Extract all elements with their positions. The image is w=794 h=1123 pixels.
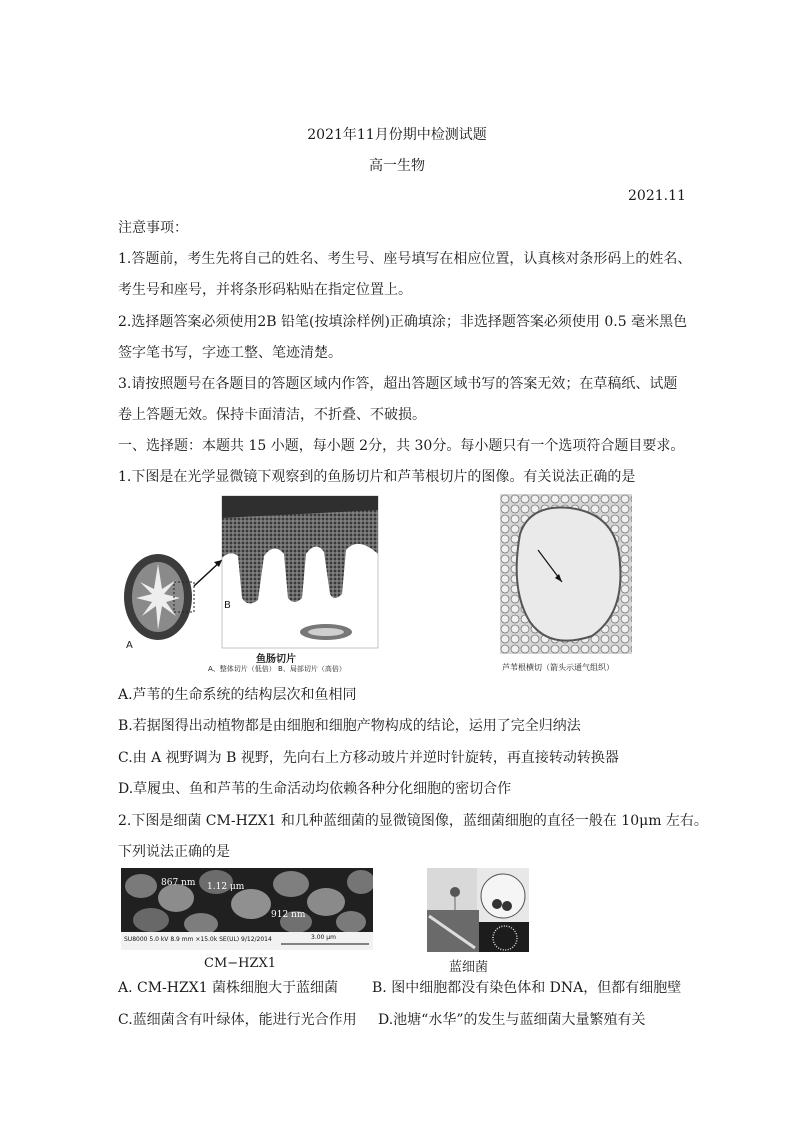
cyanobacteria-image: [427, 868, 529, 952]
q1-option-d: D.草履虫、鱼和芦苇的生命活动均依赖各种分化细胞的密切合作: [118, 781, 512, 797]
section-heading: 一、选择题：本题共 15 小题，每小题 2分，共 30分。每小题只有一个选项符合题目要求。: [118, 438, 685, 454]
notice-item-2: 2.选择题答案必须使用2B 铅笔(按填涂样例)正确填涂；非选择题答案必须使用 0.5 毫米黑色: [118, 314, 688, 330]
exam-date: 2021.11: [628, 188, 686, 204]
fish-figure-label-a: A: [126, 640, 133, 651]
q1-option-c: C.由 A 视野调为 B 视野，先向右上方移动玻片并逆时针旋转，再直接转动转换器: [118, 750, 619, 766]
cyanobacteria-caption: 蓝细菌: [449, 960, 489, 975]
notice-item-2-cont: 签字笔书写，字迹工整、笔迹清楚。: [118, 345, 342, 361]
reed-root-caption: 芦苇根横切（箭头示通气组织）: [502, 663, 614, 672]
exam-title: 2021年11月份期中检测试题: [307, 127, 487, 143]
cyanobacteria-illustration: [427, 868, 529, 952]
reed-root-illustration: [500, 494, 632, 654]
q1-stem: 1.下图是在光学显微镜下观察到的鱼肠切片和芦苇根切片的图像。有关说法正确的是: [118, 469, 636, 485]
sem-measure-1: 867 nm: [161, 878, 196, 888]
q2-option-b: B. 图中细胞都没有染色体和 DNA，但都有细胞壁: [372, 980, 682, 996]
fish-figure-label-b: B: [224, 600, 231, 611]
q2-option-a: A. CM-HZX1 菌株细胞大于蓝细菌: [118, 980, 339, 996]
fish-figure-title: 鱼肠切片: [256, 654, 296, 665]
sem-info: SU8000 5.0 kV 8.9 mm ×15.0k SE(UL) 9/12/2014: [124, 936, 272, 943]
sem-measure-2: 1.12 μm: [207, 882, 245, 892]
notice-item-1-cont: 考生号和座号，并将条形码粘贴在指定位置上。: [118, 282, 412, 298]
sem-scale: 3.00 μm: [311, 934, 336, 941]
q2-stem: 2.下图是细菌 CM-HZX1 和几种蓝细菌的显微镜图像，蓝细菌细胞的直径一般在 10μm 左右。: [118, 813, 708, 829]
fish-intestine-figure: [118, 494, 380, 678]
q1-option-a: A.芦苇的生命系统的结构层次和鱼相同: [118, 687, 357, 703]
q2-stem-cont: 下列说法正确的是: [118, 844, 230, 860]
notice-item-1: 1.答题前，考生先将自己的姓名、考生号、座号填写在相应位置，认真核对条形码上的姓名、: [118, 251, 692, 267]
sem-measure-3: 912 nm: [271, 910, 306, 920]
q2-option-c: C.蓝细菌含有叶绿体，能进行光合作用: [118, 1012, 357, 1028]
notice-heading: 注意事项：: [118, 220, 188, 236]
fish-intestine-illustration: [118, 494, 380, 678]
fish-figure-subtitle: A、整体切片（低倍） B、局部切片（高倍）: [208, 665, 346, 673]
sem-caption: CM−HZX1: [204, 956, 277, 971]
exam-subject: 高一生物: [369, 158, 425, 174]
notice-item-3: 3.请按照题号在各题目的答题区域内作答，超出答题区域书写的答案无效；在草稿纸、试题: [118, 376, 678, 392]
q1-option-b: B.若据图得出动植物都是由细胞和细胞产物构成的结论，运用了完全归纳法: [118, 718, 581, 734]
reed-root-figure: [500, 494, 632, 678]
q2-option-d: D.池塘“水华”的发生与蓝细菌大量繁殖有关: [378, 1012, 646, 1028]
notice-item-3-cont: 卷上答题无效。保持卡面清洁，不折叠、不破损。: [118, 407, 426, 423]
sem-image: [121, 868, 373, 950]
